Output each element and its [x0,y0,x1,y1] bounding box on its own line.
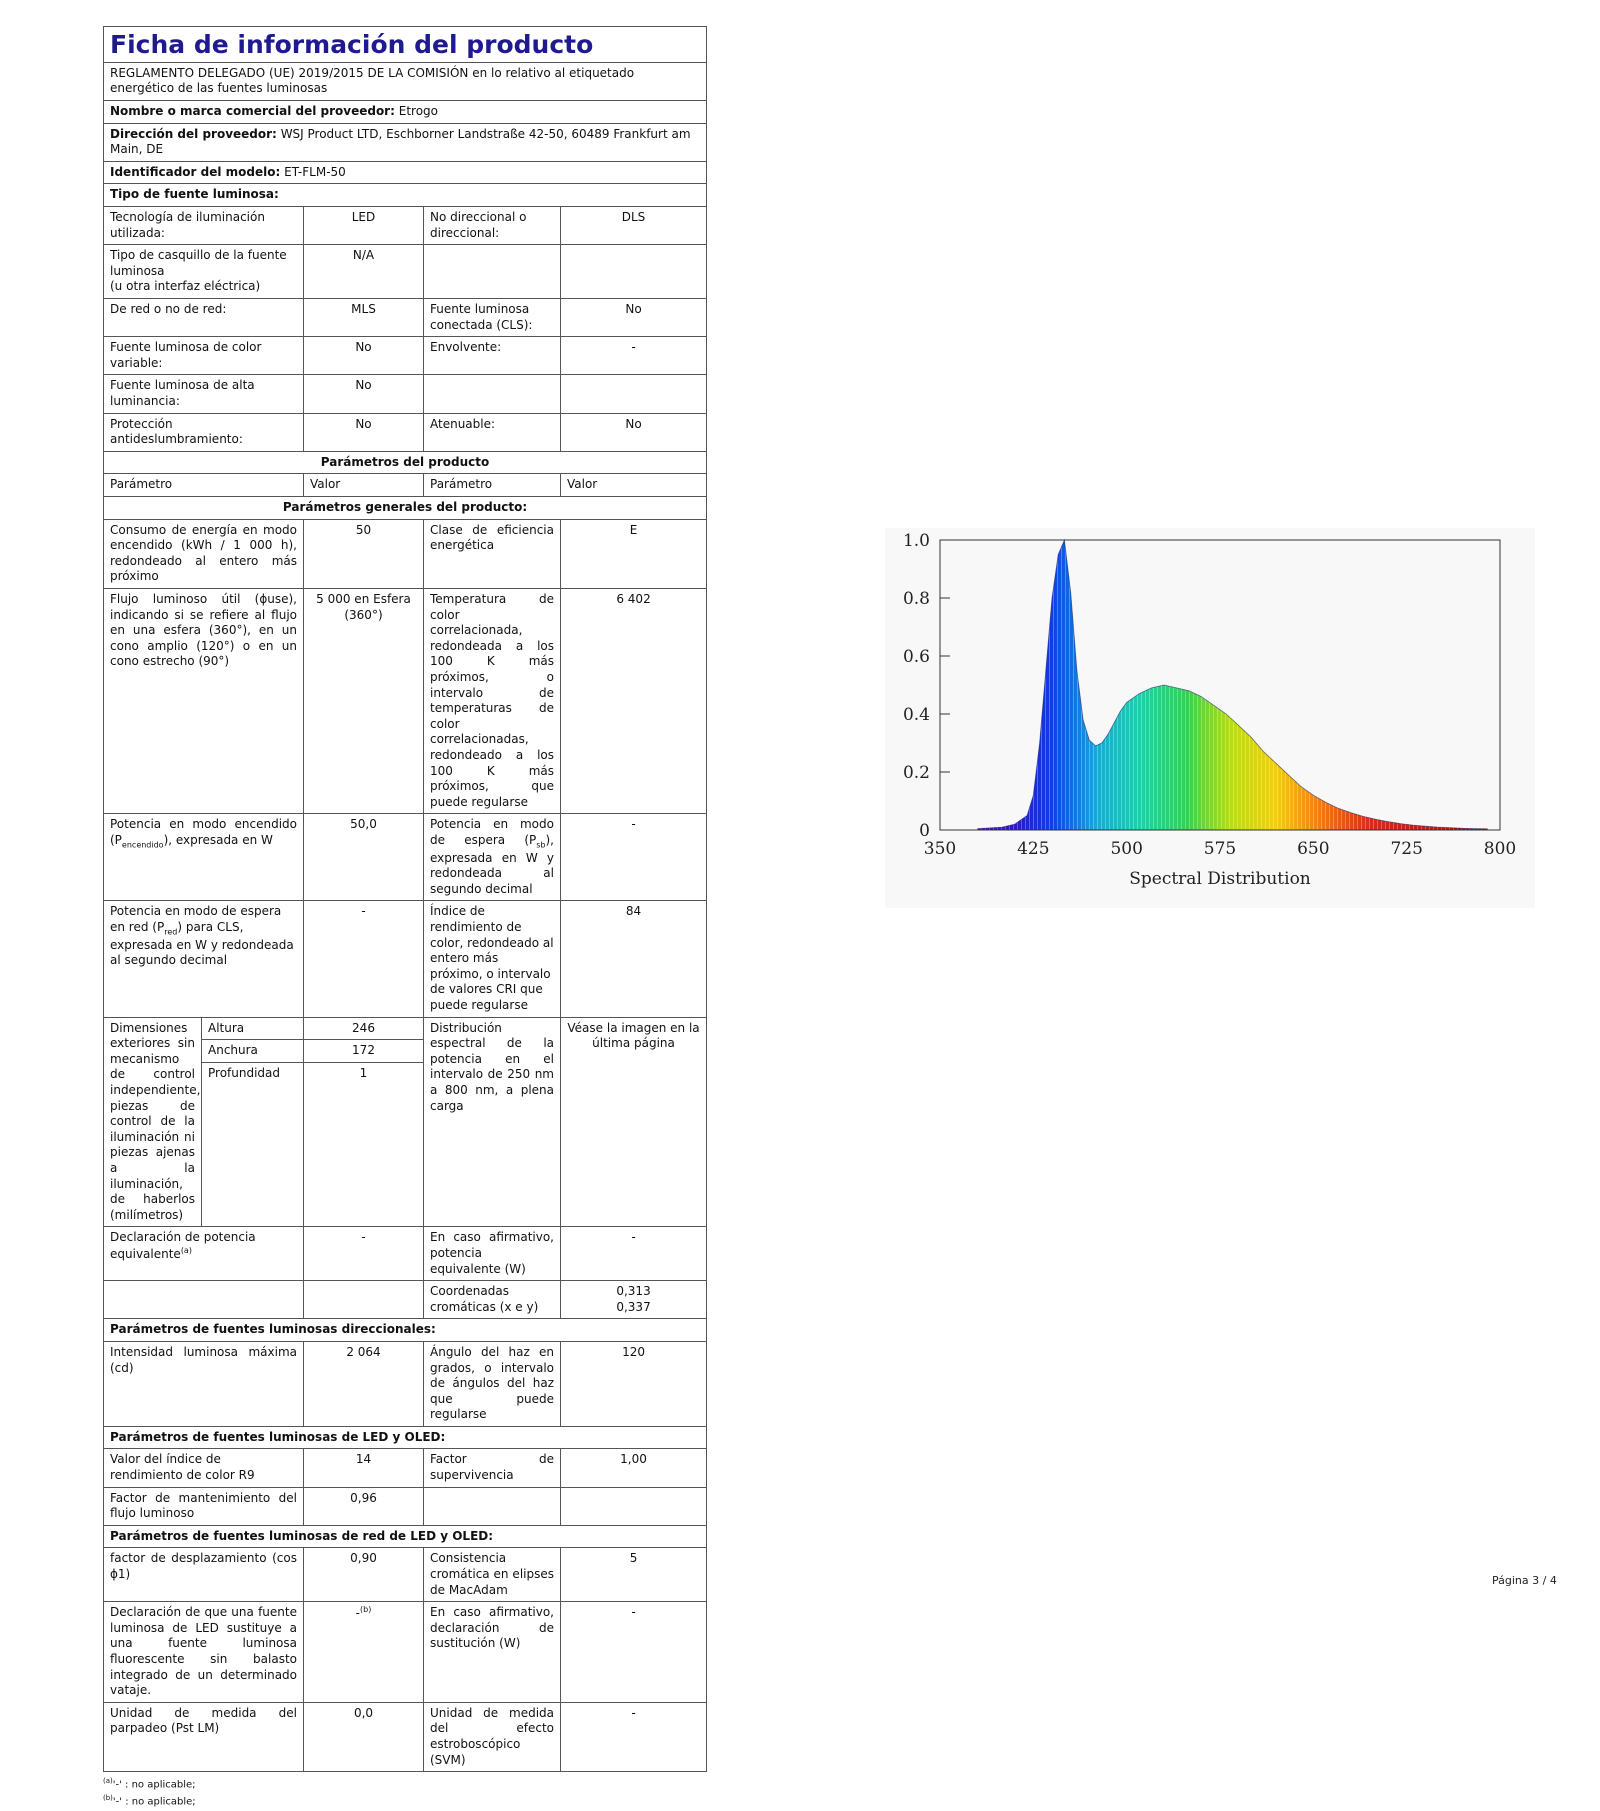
footnote-mark: (b) [360,1605,372,1615]
energy-class-label: Clase de eficiencia energética [424,519,561,588]
label-part: Declaración de potencia equivalente [110,1230,256,1261]
width-label: Anchura [202,1040,304,1063]
peak-intensity-value: 2 064 [304,1341,424,1426]
depth-label: Profundidad [202,1063,304,1227]
supplier-address-value: WSJ Product LTD, Eschborner Landstraße 42-50, 60489 Frankfurt am Main, DE [110,126,691,157]
width-value: 172 [304,1040,424,1063]
empty-cell [424,375,561,413]
displacement-factor-value: 0,90 [304,1548,424,1602]
label-part: Potencia en modo de espera (P [430,817,554,847]
empty-cell [424,1487,561,1525]
networked-standby-value: - [304,901,424,1017]
envelope-label: Envolvente: [424,337,561,375]
standby-power-value: - [561,814,707,901]
supplier-name-value: Etrogo [398,103,438,118]
luminous-flux-value: 5 000 en Esfera (360°) [304,589,424,814]
displacement-factor-label: factor de desplazamiento (cos ϕ1) [104,1548,304,1602]
spectral-distribution-value: Véase la imagen en la última página [561,1017,707,1227]
subscript: sb [536,840,546,850]
regulation-text: REGLAMENTO DELEGADO (UE) 2019/2015 DE LA COMISIÓN en lo relativo al etiquetado energético de las fuentes luminosas [104,62,707,100]
networked-standby-label [104,901,304,1017]
mains-led-oled-parameters-heading: Parámetros de fuentes luminosas de red de LED y OLED: [104,1525,707,1548]
luminous-flux-label: Flujo luminoso útil (ϕuse), indicando si se refiere al flujo en una esfera (360°), en un cono amplio (120°) o en un cono estrecho (90°) [104,589,304,814]
anti-glare-label: Protección antideslumbramiento: [104,413,304,451]
energy-consumption-label: Consumo de energía en modo encendido (kWh / 1 000 h), redondeado al entero más próximo [104,519,304,588]
empty-cell [561,1487,707,1525]
supplier-name-row [104,100,707,123]
y-tick-label: 0.8 [902,589,930,609]
column-header-parameter: Parámetro [104,474,304,497]
technology-value: LED [304,206,424,244]
stroboscopic-value: - [561,1702,707,1771]
subscript: red [164,927,178,937]
general-parameters-heading: Parámetros generales del producto: [104,497,707,520]
x-tick-label: 725 [1390,839,1423,859]
dimensions-label: Dimensiones exteriores sin mecanismo de control independiente, piezas de control de la iluminación ni piezas ajenas a la iluminación, de haberlos (milímetros) [104,1017,202,1227]
footnote-a [103,1776,706,1793]
mains-value: MLS [304,299,424,337]
empty-cell [561,375,707,413]
cap-type-value: N/A [304,245,424,299]
high-luminance-value: No [304,375,424,413]
high-luminance-label: Fuente luminosa de alta luminancia: [104,375,304,413]
cri-label: Índice de rendimiento de color, redondeado al entero más próximo, o intervalo de valores CRI que puede regularse [424,901,561,1017]
y-tick-label: 0.6 [902,647,930,667]
beam-angle-label: Ángulo del haz en grados, o intervalo de ángulos del haz que puede regularse [424,1341,561,1426]
standby-power-label [424,814,561,901]
model-value: ET-FLM-50 [284,164,346,179]
label-part: ) para CLS, expresada en W y redondeada al segundo decimal [110,920,294,968]
label-part: Potencia en modo encendido (P [110,817,297,847]
lumen-maintenance-value: 0,96 [304,1487,424,1525]
flicker-label: Unidad de medida del parpadeo (Pst LM) [104,1702,304,1771]
dimmable-label: Atenuable: [424,413,561,451]
dimmable-value: No [561,413,707,451]
y-tick-label: 0.2 [902,763,930,783]
product-parameters-heading: Parámetros del producto [104,451,707,474]
replacement-claim-label: En caso afirmativo, declaración de sustitución (W) [424,1602,561,1703]
value-text: - [355,1606,360,1621]
survival-factor-label: Factor de supervivencia [424,1449,561,1487]
cap-type-label [104,245,304,299]
anti-glare-value: No [304,413,424,451]
x-tick-label: 800 [1483,839,1517,859]
connected-label: Fuente luminosa conectada (CLS): [424,299,561,337]
x-tick-label: 350 [923,839,957,859]
product-information-sheet [103,26,706,1811]
empty-cell [424,245,561,299]
directional-value: DLS [561,206,707,244]
color-tunable-value: No [304,337,424,375]
empty-cell [561,245,707,299]
x-axis-title: Spectral Distribution [1129,869,1311,889]
spectral-distribution-chart [885,528,1535,908]
x-tick-label: 425 [1017,839,1050,859]
equivalent-power-w-value: - [561,1227,707,1281]
column-header-value: Valor [561,474,707,497]
x-tick-label: 575 [1203,839,1237,859]
equivalent-power-value: - [304,1227,424,1281]
energy-consumption-value: 50 [304,519,424,588]
technology-label: Tecnología de iluminación utilizada: [104,206,304,244]
led-oled-parameters-heading: Parámetros de fuentes luminosas de LED y OLED: [104,1426,707,1449]
page-number: Página 3 / 4 [1492,1574,1557,1587]
directional-label: No direccional o direccional: [424,206,561,244]
y-tick-label: 1.0 [902,531,930,551]
y-tick-label: 0.4 [902,705,930,725]
supplier-address-label: Dirección del proveedor: [110,126,277,141]
label-part: ), expresada en W [163,832,273,847]
peak-intensity-label: Intensidad luminosa máxima (cd) [104,1341,304,1426]
column-header-value: Valor [304,474,424,497]
supplier-address-row [104,123,707,161]
cct-label: Temperatura de color correlacionada, redondeada a los 100 K más próximos, o intervalo de temperaturas de color correlacionadas, redondeado a los 100 K más próximos, que puede regularse [424,589,561,814]
supplier-name-label: Nombre o marca comercial del proveedor: [110,103,395,118]
beam-angle-value: 120 [561,1341,707,1426]
footnotes [103,1776,706,1811]
mains-label: De red o no de red: [104,299,304,337]
led-replacement-label: Declaración de que una fuente luminosa de LED sustituye a una fuente luminosa fluorescente sin balasto integrado de un determinado vataje. [104,1602,304,1703]
survival-factor-value: 1,00 [561,1449,707,1487]
on-mode-power-value: 50,0 [304,814,424,901]
light-source-type-label: Tipo de fuente luminosa: [104,184,707,207]
model-row [104,161,707,184]
label-part: ), expresada en W y redondeada al segundo decimal [430,832,554,896]
cct-value: 6 402 [561,589,707,814]
height-value: 246 [304,1017,424,1040]
spectral-distribution-label: Distribución espectral de la potencia en el intervalo de 250 nm a 800 nm, a plena carga [424,1017,561,1227]
flicker-value: 0,0 [304,1702,424,1771]
colour-consistency-value: 5 [561,1548,707,1602]
cap-type-label-note: (u otra interfaz eléctrica) [110,279,261,294]
chromaticity-value [561,1281,707,1319]
r9-value: 14 [304,1449,424,1487]
energy-class-value: E [561,519,707,588]
footnote-b [103,1793,706,1810]
subscript: encendido [121,840,164,850]
model-label: Identificador del modelo: [110,164,281,179]
height-label: Altura [202,1017,304,1040]
chromaticity-label: Coordenadas cromáticas (x e y) [424,1281,561,1319]
directional-parameters-heading: Parámetros de fuentes luminosas direccionales: [104,1319,707,1342]
x-tick-label: 650 [1297,839,1330,859]
cri-value: 84 [561,901,707,1017]
footnote-mark: (b) [103,1794,113,1803]
led-replacement-value [304,1602,424,1703]
footnote-mark: (a) [180,1245,192,1255]
replacement-claim-value: - [561,1602,707,1703]
label-part: Potencia en modo de espera en red (P [110,904,282,935]
chromaticity-y: 0,337 [616,1299,651,1314]
on-mode-power-label [104,814,304,901]
column-header-parameter: Parámetro [424,474,561,497]
empty-cell [104,1281,304,1319]
y-tick-label: 0 [919,821,930,841]
depth-value: 1 [304,1063,424,1227]
r9-label: Valor del índice de rendimiento de color R9 [104,1449,304,1487]
footnote-text: '-' : no aplicable; [112,1779,196,1791]
document-title: Ficha de información del producto [110,30,594,59]
stroboscopic-label: Unidad de medida del efecto estroboscópico (SVM) [424,1702,561,1771]
footnote-mark: (a) [103,1777,113,1786]
envelope-value: - [561,337,707,375]
cap-type-label-main: Tipo de casquillo de la fuente luminosa [110,248,287,278]
empty-cell [304,1281,424,1319]
equivalent-power-label [104,1227,304,1281]
equivalent-power-w-label: En caso afirmativo, potencia equivalente (W) [424,1227,561,1281]
chromaticity-x: 0,313 [616,1284,651,1299]
x-tick-label: 500 [1110,839,1143,859]
colour-consistency-label: Consistencia cromática en elipses de MacAdam [424,1548,561,1602]
color-tunable-label: Fuente luminosa de color variable: [104,337,304,375]
connected-value: No [561,299,707,337]
lumen-maintenance-label: Factor de mantenimiento del flujo luminoso [104,1487,304,1525]
product-info-table [103,26,707,1772]
footnote-text: '-' : no aplicable; [112,1796,196,1808]
